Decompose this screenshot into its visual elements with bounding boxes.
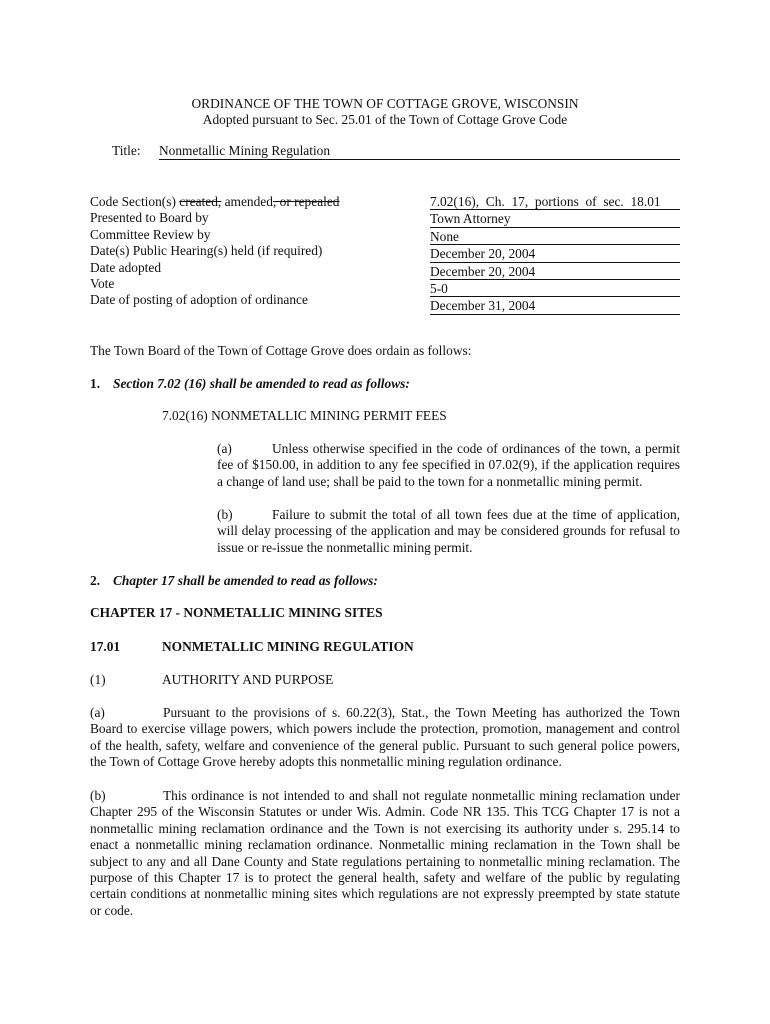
adoption-subheading: Adopted pursuant to Sec. 25.01 of the Town of Cottage Grove Code [202, 112, 568, 127]
subsection-number: (1) [90, 672, 106, 687]
committee-value: None [430, 229, 680, 245]
meta-labels [90, 194, 340, 309]
vote-label: Vote [90, 275, 115, 291]
section-title: NONMETALLIC MINING REGULATION [162, 639, 414, 654]
adopted-value: December 20, 2004 [430, 264, 680, 280]
para-b-label: (b) [90, 788, 106, 803]
committee-label: Committee Review by [90, 226, 211, 242]
sub-b-label: (b) [217, 507, 233, 522]
para-a-text: Pursuant to the provisions of s. 60.22(3), Stat., the Town Meeting has authorized the Town Board to exercise village powers, which powers include the protection, promotion, management and control of the health, safety, welfare and convenience of the general public. Pursuant to such general police powers, the Town of Cottage Grove hereby adopts this nonmetallic mining regulation ordinance. [90, 705, 680, 770]
code-sections-label [90, 194, 340, 210]
ordain-statement: The Town Board of the Town of Cottage Grove does ordain as follows: [90, 343, 472, 358]
amended-text: amended [221, 194, 273, 209]
item2-heading: Chapter 17 shall be amended to read as follows: [113, 573, 378, 588]
hearing-label: Date(s) Public Hearing(s) held (if required) [90, 243, 323, 259]
vote-value: 5-0 [430, 281, 680, 297]
presented-value: Town Attorney [430, 211, 680, 227]
item2-number: 2. [90, 573, 101, 588]
ordinance-heading: ORDINANCE OF THE TOWN OF COTTAGE GROVE, WISCONSIN [191, 96, 579, 111]
posting-value: December 31, 2004 [430, 298, 680, 314]
para-a-label: (a) [90, 705, 105, 720]
chapter-heading: CHAPTER 17 - NONMETALLIC MINING SITES [90, 605, 383, 620]
adopted-label: Date adopted [90, 259, 162, 275]
struck-created: created, [179, 194, 222, 209]
para-b-text: This ordinance is not intended to and shall not regulate nonmetallic mining reclamation under Chapter 295 of the Wisconsin Statutes or under Wis. Admin. Code NR 135. This TCG Chapter 17 is not a nonmetallic mining reclamation ordinance and the Town is not exercising its authority under s. 295.14 to enact a nonmetallic mining reclamation ordinance. Nonmetallic mining reclamation in the Town shall be subject to any and all Dane County and State regulations pertaining to nonmetallic mining reclamation. The purpose of this Chapter 17 is to protect the general health, safety and welfare of the public by regulating certain conditions at nonmetallic mining sites which regulations are not expressly preempted by state statute or code. [90, 788, 680, 918]
hearing-value: December 20, 2004 [430, 246, 680, 262]
permit-fees-heading: 7.02(16) NONMETALLIC MINING PERMIT FEES [162, 408, 447, 423]
meta-values [430, 194, 680, 316]
presented-label: Presented to Board by [90, 210, 209, 226]
item1-number: 1. [90, 376, 101, 391]
sub-a-text: Unless otherwise specified in the code of ordinances of the town, a permit fee of $150.00, in addition to any fee specified in 07.02(9), if the application requires a change of land use; shall be paid to the town for a nonmetallic mining permit. [217, 441, 680, 489]
sub-a-label: (a) [217, 441, 232, 456]
subsection-title: AUTHORITY AND PURPOSE [162, 672, 334, 687]
sub-b-text: Failure to submit the total of all town fees due at the time of application, will delay processing of the application and may be considered grounds for refusal to issue or re-issue the nonmetallic mining permit. [217, 507, 680, 555]
code-sections-prefix: Code Section(s) [90, 194, 180, 209]
title-label: Title: [112, 143, 141, 158]
code-sections-value: 7.02(16), Ch. 17, portions of sec. 18.01 [430, 194, 680, 210]
section-number: 17.01 [90, 639, 121, 654]
struck-repealed: , or repealed [272, 194, 340, 209]
posting-label: Date of posting of adoption of ordinance [90, 292, 308, 308]
title-value: Nonmetallic Mining Regulation [159, 143, 680, 160]
item1-heading: Section 7.02 (16) shall be amended to read as follows: [113, 376, 410, 391]
